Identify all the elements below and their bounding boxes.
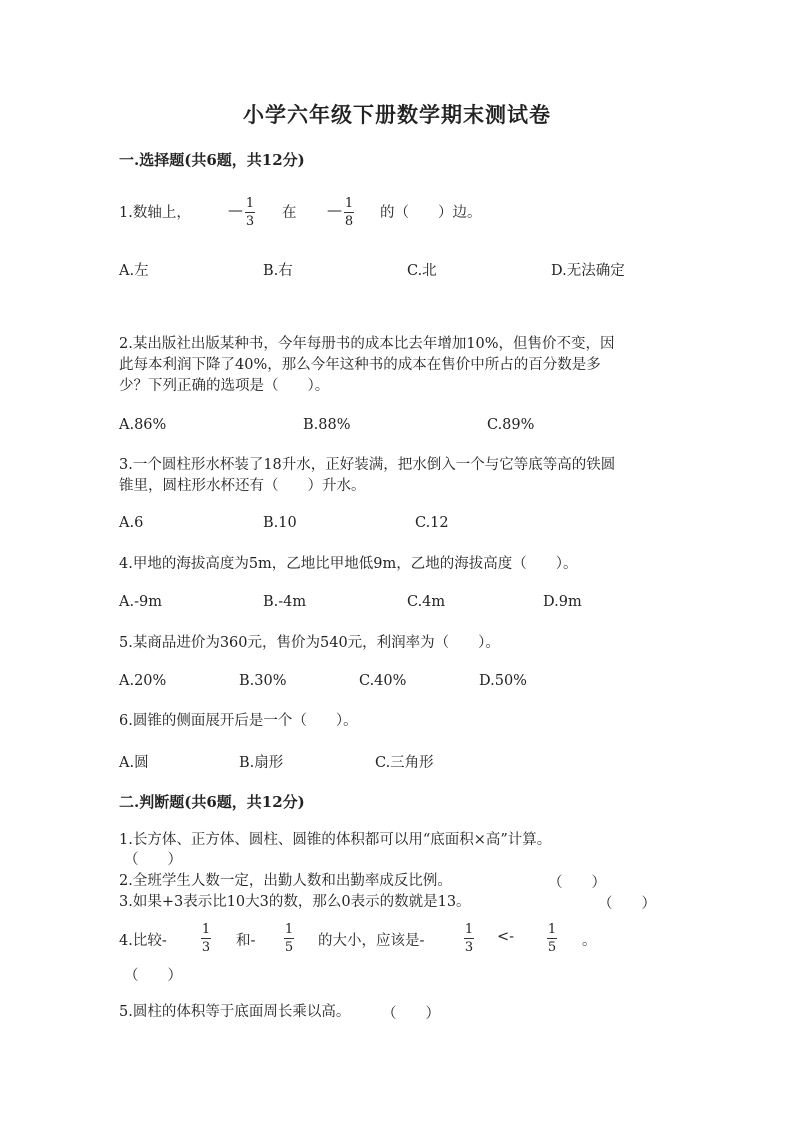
q1-suffix: 的（ ）边。	[380, 205, 482, 221]
q3-line-2: 锥里，圆柱形水杯还有（ ）升水。	[119, 478, 366, 494]
j2-text: 2.全班学生人数一定，出勤人数和出勤率成反比例。	[119, 873, 452, 889]
j3-blank: （ ）	[598, 896, 656, 912]
q4-option-c: C.4m	[407, 594, 446, 610]
q1-prefix: 1.数轴上，	[119, 205, 191, 221]
j5-blank: （ ）	[382, 1006, 440, 1022]
j4-fraction-4	[547, 922, 557, 955]
q1-option-b: B.右	[263, 263, 293, 279]
fraction-numerator: 1	[464, 922, 474, 937]
fraction-numerator: 1	[547, 922, 557, 937]
j4-mid2: 的大小，应该是-	[318, 933, 425, 949]
j4-mid: 和-	[236, 933, 256, 949]
j2-blank: （ ）	[548, 875, 606, 891]
q5-option-c: C.40%	[359, 673, 407, 689]
j4-end: 。	[582, 933, 597, 949]
fraction-denominator: 3	[464, 940, 474, 955]
q5-option-a: A.20%	[119, 673, 167, 689]
j4-blank: （ ）	[124, 968, 182, 984]
q1-minus-1: —	[228, 201, 243, 219]
j4-fraction-2	[284, 922, 294, 955]
fraction-numerator: 1	[245, 196, 255, 211]
q1-minus-2: —	[327, 201, 342, 219]
q3-line-1: 3.一个圆柱形水杯装了18升水，正好装满，把水倒入一个与它等底等高的铁圆	[119, 457, 616, 473]
fraction-numerator: 1	[201, 922, 211, 937]
q1-option-d: D.无法确定	[551, 263, 625, 279]
q1-fraction-2	[344, 196, 354, 229]
fraction-bar	[245, 212, 255, 213]
q4-option-a: A.-9m	[119, 594, 162, 610]
fraction-bar	[464, 938, 474, 939]
fraction-denominator: 5	[284, 940, 294, 955]
q1-fraction-1	[245, 196, 255, 229]
j4-prefix: 4.比较-	[119, 933, 167, 949]
q3-option-a: A.6	[119, 515, 144, 531]
j4-fraction-3	[464, 922, 474, 955]
fraction-numerator: 1	[284, 922, 294, 937]
q4-text: 4.甲地的海拔高度为5m，乙地比甲地低9m，乙地的海拔高度（ ）。	[119, 556, 578, 572]
q2-option-c: C.89%	[487, 417, 535, 433]
q3-option-b: B.10	[263, 515, 297, 531]
section-heading-judgement: 二.判断题(共6题，共12分)	[119, 793, 305, 811]
section-heading-choice: 一.选择题(共6题，共12分)	[119, 151, 305, 169]
fraction-bar	[344, 212, 354, 213]
q2-option-a: A.86%	[119, 417, 167, 433]
j5-text: 5.圆柱的体积等于底面周长乘以高。	[119, 1004, 351, 1020]
fraction-denominator: 5	[547, 940, 557, 955]
q1-option-a: A.左	[119, 263, 149, 279]
q4-option-b: B.-4m	[263, 594, 307, 610]
q1-mid: 在	[282, 205, 297, 221]
fraction-denominator: 3	[245, 214, 255, 229]
j3-text: 3.如果+3表示比10大3的数，那么0表示的数就是13。	[119, 894, 471, 910]
fraction-bar	[547, 938, 557, 939]
j1-text: 1.长方体、正方体、圆柱、圆锥的体积都可以用“底面积×高”计算。	[119, 832, 552, 848]
q6-text: 6.圆锥的侧面展开后是一个（ ）。	[119, 713, 358, 729]
q2-line-2: 此每本利润下降了40%，那么今年这种书的成本在售价中所占的百分数是多	[119, 357, 601, 373]
fraction-bar	[284, 938, 294, 939]
page-title: 小学六年级下册数学期末测试卷	[243, 102, 551, 127]
q5-option-d: D.50%	[479, 673, 527, 689]
fraction-denominator: 3	[201, 940, 211, 955]
q6-option-a: A.圆	[119, 755, 149, 771]
j4-relation: <-	[497, 929, 515, 945]
q3-option-c: C.12	[415, 515, 449, 531]
fraction-numerator: 1	[344, 196, 354, 211]
q4-option-d: D.9m	[543, 594, 582, 610]
j1-blank: （ ）	[124, 852, 182, 868]
fraction-denominator: 8	[344, 214, 354, 229]
q6-option-c: C.三角形	[375, 755, 434, 771]
j4-fraction-1	[201, 922, 211, 955]
q5-option-b: B.30%	[239, 673, 287, 689]
q1-option-c: C.北	[407, 263, 437, 279]
q5-text: 5.某商品进价为360元，售价为540元，利润率为（ ）。	[119, 635, 500, 651]
q2-option-b: B.88%	[303, 417, 351, 433]
fraction-bar	[201, 938, 211, 939]
q2-line-3: 少？下列正确的选项是（ ）。	[119, 378, 330, 394]
q6-option-b: B.扇形	[239, 755, 284, 771]
q2-line-1: 2.某出版社出版某种书，今年每册书的成本比去年增加10%，但售价不变，因	[119, 336, 615, 352]
